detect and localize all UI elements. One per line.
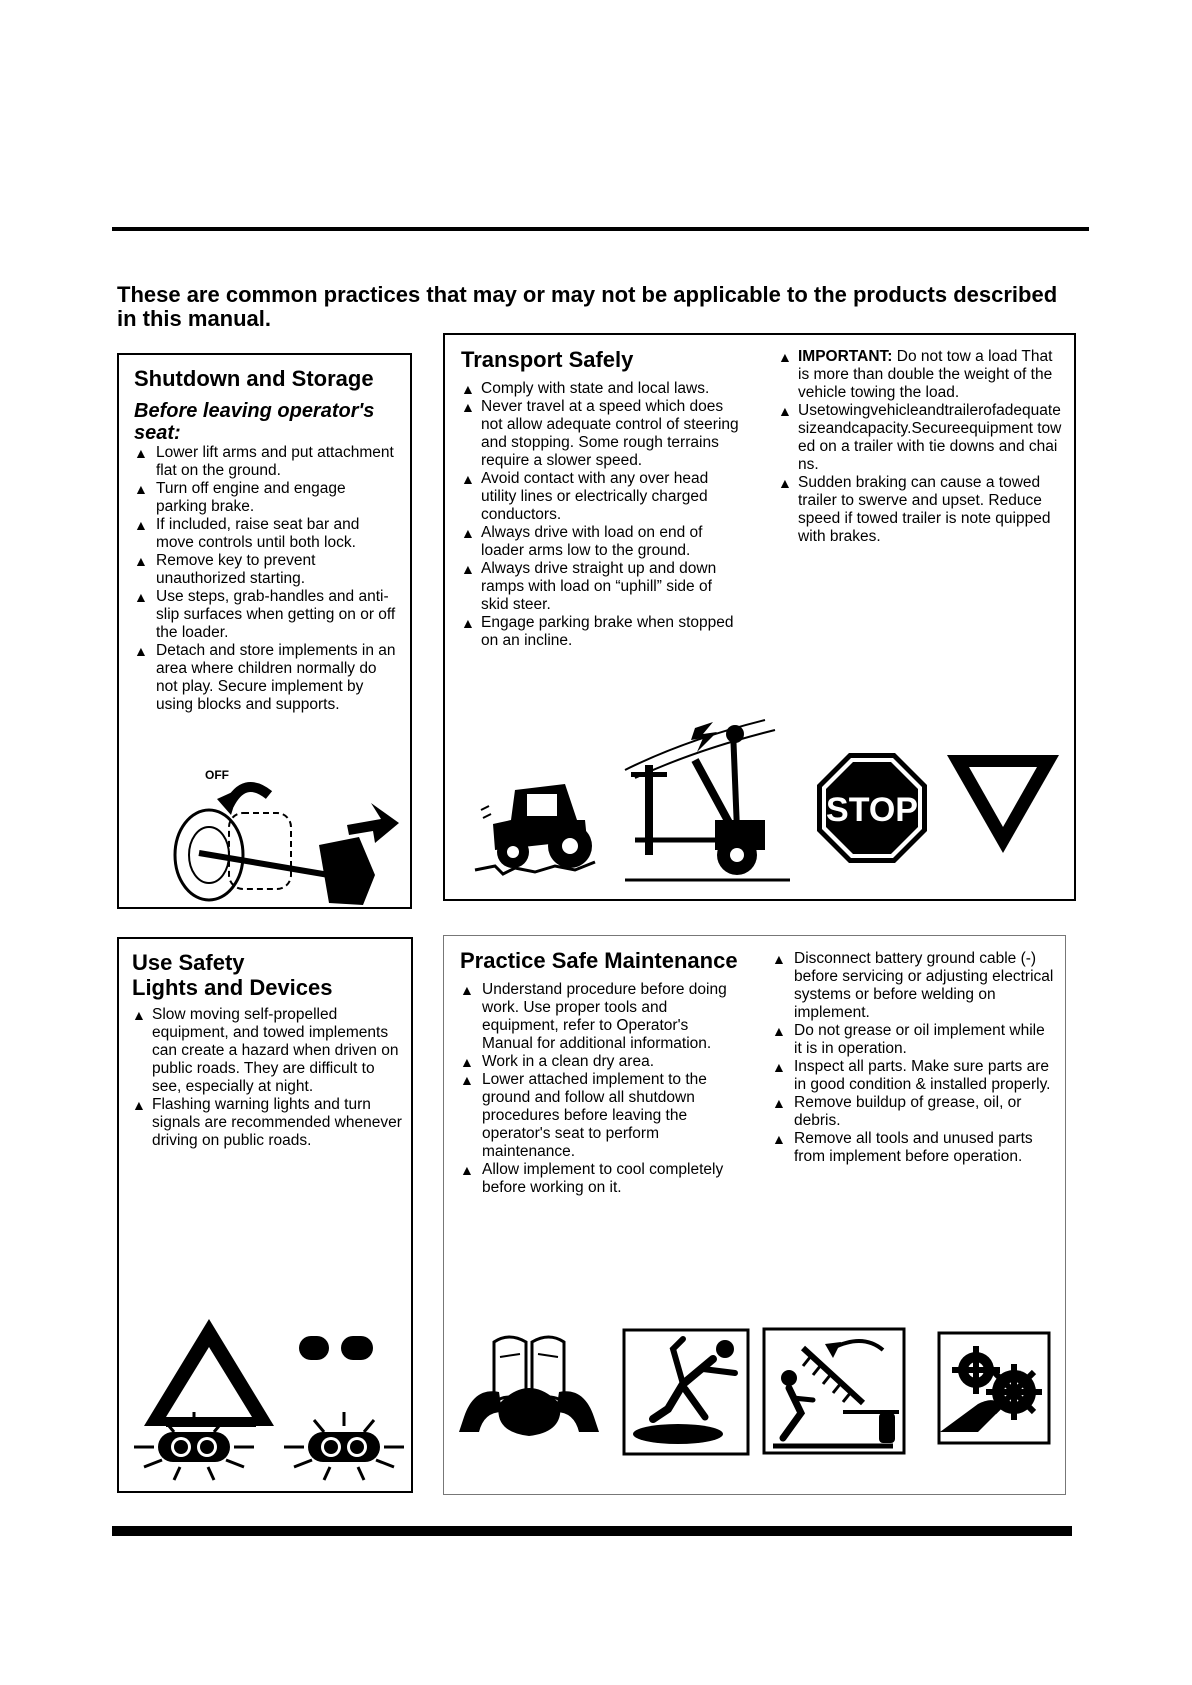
key-off-label: OFF [205, 768, 229, 782]
crush-hazard-icon [763, 1328, 905, 1456]
maintenance-right-list [772, 950, 1054, 1166]
lights-title-line2: Lights and Devices [132, 975, 333, 1000]
list-item: ▲ Lower attached implement to the ground and follow all shutdown procedures before leaving the operator's seat to perform maintenance. [460, 1071, 742, 1161]
list-item: ▲ Sudden braking can cause a towed trailer to swerve and upset. Reduce speed if towed trailer is note quipped with brakes. [778, 474, 1063, 546]
list-item: ▲ Flashing warning lights and turn signals are recommended whenever driving on public roads. [132, 1096, 404, 1150]
list-item: ▲ Detach and store implements in an area where children normally do not play. Secure implement by using blocks and supports. [134, 642, 396, 714]
important-text: Do not tow a load That is more than double the weight of the vehicle towing the load. [798, 348, 1053, 401]
shutdown-subtitle: Before leaving operator's seat: [134, 400, 375, 444]
list-item: ▲ Understand procedure before doing work. Use proper tools and equipment, refer to Operator's Manual for additional information. [460, 981, 742, 1053]
shutdown-panel [117, 353, 412, 909]
list-item: ▲ Avoid contact with any over head utility lines or electrically charged conductors. [461, 470, 741, 524]
list-item: ▲ Usetowingvehicleandtrailerofadequatesizeandcapacity.Secureequipment towed on a trailer with tie downs and chains. [778, 402, 1063, 474]
tractor-slope-icon [475, 770, 605, 880]
key-off-icon [159, 765, 399, 915]
transport-title: Transport Safely [461, 347, 634, 372]
list-item [778, 348, 1063, 402]
top-rule [112, 227, 1089, 231]
yield-sign-icon [947, 755, 1059, 855]
slip-hazard-icon [623, 1329, 749, 1455]
list-item: ▲ Always drive with load on end of loader arms low to the ground. [461, 524, 741, 560]
list-item: ▲ Disconnect battery ground cable (-) before servicing or adjusting electrical systems or before welding on implement. [772, 950, 1054, 1022]
shutdown-title: Shutdown and Storage [134, 366, 374, 391]
list-item: ▲ Lower lift arms and put attachment flat on the ground. [134, 444, 396, 480]
read-manual-icon [454, 1332, 604, 1442]
transport-list [461, 380, 741, 650]
flashing-light-right-icon [284, 1412, 404, 1482]
intro-text: These are common practices that may or may not be applicable to the products described in this manual. [117, 282, 1058, 331]
list-item: ▲ Always drive straight up and down ramps with load on “uphill” side of skid steer. [461, 560, 741, 614]
list-item: ▲ Inspect all parts. Make sure parts are in good condition & installed properly. [772, 1058, 1054, 1094]
entanglement-hazard-icon [938, 1332, 1050, 1444]
power-line-hazard-icon [625, 720, 795, 880]
list-item: ▲ Work in a clean dry area. [460, 1053, 742, 1071]
list-item: ▲ Do not grease or oil implement while it is in operation. [772, 1022, 1054, 1058]
important-label: IMPORTANT: [798, 348, 893, 365]
list-item: ▲ Never travel at a speed which does not allow adequate control of steering and stopping. Some rough terrains require a slower speed. [461, 398, 741, 470]
list-item: ▲ If included, raise seat bar and move controls until both lock. [134, 516, 396, 552]
stop-sign-text: STOP [826, 791, 918, 829]
flashing-light-left-icon [134, 1412, 254, 1482]
stop-sign-icon [817, 753, 927, 863]
list-item: ▲ Remove key to prevent unauthorized starting. [134, 552, 396, 588]
list-item: ▲ Allow implement to cool completely before working on it. [460, 1161, 742, 1197]
maintenance-title: Practice Safe Maintenance [460, 948, 738, 973]
list-item: ▲ Slow moving self-propelled equipment, and towed implements can create a hazard when driven on public roads. They are difficult to see, especially at night. [132, 1006, 404, 1096]
list-item: ▲ Comply with state and local laws. [461, 380, 741, 398]
bottom-rule [112, 1526, 1072, 1536]
list-item: ▲ Turn off engine and engage parking brake. [134, 480, 396, 516]
transport-panel [443, 333, 1076, 901]
lights-title-line1: Use Safety [132, 950, 245, 975]
lights-list [132, 1006, 404, 1150]
list-item: ▲ Engage parking brake when stopped on an incline. [461, 614, 741, 650]
maintenance-panel [443, 935, 1066, 1495]
lights-panel [117, 937, 413, 1493]
list-item: ▲ Use steps, grab-handles and anti-slip surfaces when getting on or off the loader. [134, 588, 396, 642]
list-item: ▲ Remove all tools and unused parts from implement before operation. [772, 1130, 1054, 1166]
transport-right-list [778, 348, 1063, 546]
shutdown-list [134, 444, 396, 714]
maintenance-left-list [460, 981, 742, 1197]
turn-signal-icon [299, 1336, 379, 1366]
list-item: ▲ Remove buildup of grease, oil, or debris. [772, 1094, 1054, 1130]
